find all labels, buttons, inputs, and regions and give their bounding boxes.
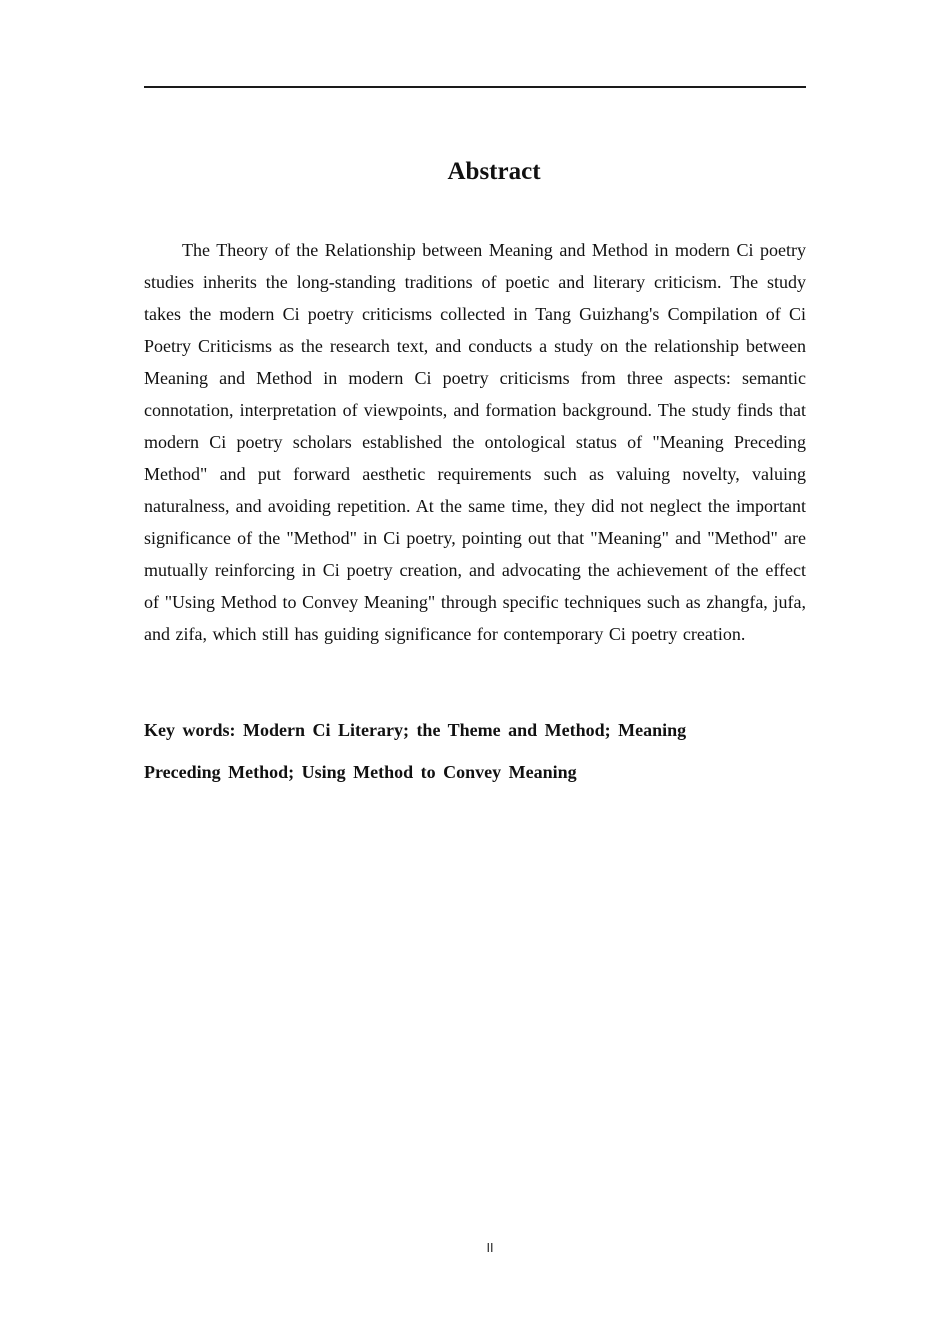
abstract-title: Abstract (447, 158, 541, 185)
page-number: II (486, 1241, 494, 1255)
keywords: Key words: Modern Ci Literary; the Theme and Method; Meaning Preceding Method; Using Method to Convey Meaning (144, 720, 687, 782)
abstract-body: The Theory of the Relationship between Meaning and Method in modern Ci poetry studies inherits the long-standing traditions of poetic and literary criticism. The study takes the modern Ci poetry criticisms collected in Tang Guizhang's Compilation of Ci Poetry Criticisms as the research text, and conducts a study on the relationship between Meaning and Method in modern Ci poetry criticisms from three aspects: semantic connotation, interpretation of viewpoints, and formation background. The study finds that modern Ci poetry scholars established the ontological status of "Meaning Preceding Method" and put forward aesthetic requirements such as valuing novelty, valuing naturalness, and avoiding repetition. At the same time, they did not neglect the important significance of the "Method" in Ci poetry, pointing out that "Meaning" and "Method" are mutually reinforcing in Ci poetry creation, and advocating the achievement of the effect of "Using Method to Convey Meaning" through specific techniques such as zhangfa, jufa, and zifa, which still has guiding significance for contemporary Ci poetry creation. (144, 240, 806, 644)
header-rule (144, 86, 806, 88)
